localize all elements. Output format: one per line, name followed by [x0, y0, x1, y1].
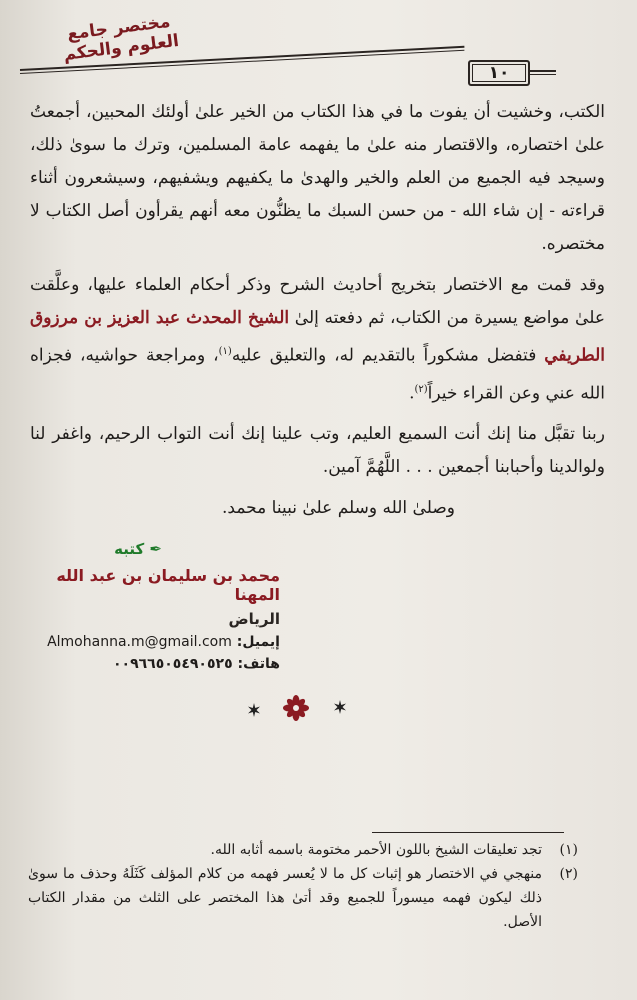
- pen-icon: ✒: [149, 540, 162, 558]
- author-city: الرياض: [228, 610, 280, 628]
- signature-block: [40, 540, 280, 672]
- flower-icon: [283, 695, 309, 721]
- header-rule: [0, 60, 637, 84]
- footnotes: [28, 838, 578, 934]
- author-name: محمد بن سليمان بن عبد الله المهنا: [56, 566, 280, 604]
- paragraph: ربنا تقبَّل منا إنك أنت السميع العليم، وتب علينا إنك أنت التواب الرحيم، واغفر لنا ولوالدينا وأحبابنا أجمعين . . . اللَّهُمَّ آمين.: [30, 424, 605, 478]
- phone-number: ٠٠٩٦٦٥٠٥٤٩٠٥٢٥: [112, 656, 233, 672]
- highlighted-name: الشيخ المحدث عبد العزيز بن مرزوق الطريفي: [30, 308, 605, 366]
- paragraph: وصلىٰ الله وسلم علىٰ نبينا محمد.: [222, 498, 455, 519]
- footnote-ref: (٢): [414, 383, 428, 395]
- signature-label: ✒ كتبه: [114, 540, 162, 558]
- paragraph: الكتب، وخشيت أن يفوت ما في هذا الكتاب من الخير علىٰ أولئك المحبين، أجمعتُ علىٰ اختصاره، والاقتصار منه علىٰ ما يفهمه عامة المسلمين، وترك ما سوىٰ ذلك، وسيجد فيه الجميع من العلم والخير والهدىٰ ما يكفيهم ويشفيهم، وسيشعرون أثناء قراءته - إن شاء الله - من حسن السبك ما يظنُّون معه أنهم يقرأون أصل الكتاب لا مختصره.: [30, 102, 605, 254]
- email-link[interactable]: Almohanna.m@gmail.com: [47, 634, 232, 650]
- running-title: مختصر جامع العلوم والحكم: [62, 11, 181, 65]
- footnote: (٢) منهجي في الاختصار هو إثبات كل ما لا يُعسر فهمه من كلام المؤلف كَثَلَهُ وحذف ما سوىٰ ذلك ليكون فهمه ميسوراً للجميع وقد أتىٰ هذا المختصر على الثلث من مقدار الكتاب الأصل.: [28, 866, 578, 930]
- email-line: إيميل: Almohanna.m@gmail.com: [47, 634, 280, 650]
- footnote: (١) تجد تعليقات الشيخ باللون الأحمر مختومة باسمه أثابه الله.: [210, 842, 578, 858]
- paragraph: وقد قمت مع الاختصار بتخريج أحاديث الشرح وذكر أحكام العلماء عليها، وعلَّقت علىٰ مواضع يسيرة من الكتاب، ثم دفعته إلىٰ الشيخ المحدث عبد العزيز بن مرزوق الطريفي فتفضل مشكوراً بالتقديم له، والتعليق عليه$^{(١)}$، ومراجعة حواشيه، فجزاه الله عني وعن القراء خيراً$^{(٢)}$.: [30, 275, 605, 404]
- page-number: ١٠: [468, 60, 530, 86]
- footnote-ref: (١): [218, 346, 232, 357]
- phone-line: هاتف: ٠٠٩٦٦٥٠٥٤٩٠٥٢٥: [112, 656, 280, 672]
- footnote-divider: [372, 832, 564, 833]
- small-star-icon: [334, 700, 346, 714]
- ornament-divider: [240, 694, 360, 724]
- body-text: [30, 96, 605, 533]
- small-star-icon: [248, 703, 260, 717]
